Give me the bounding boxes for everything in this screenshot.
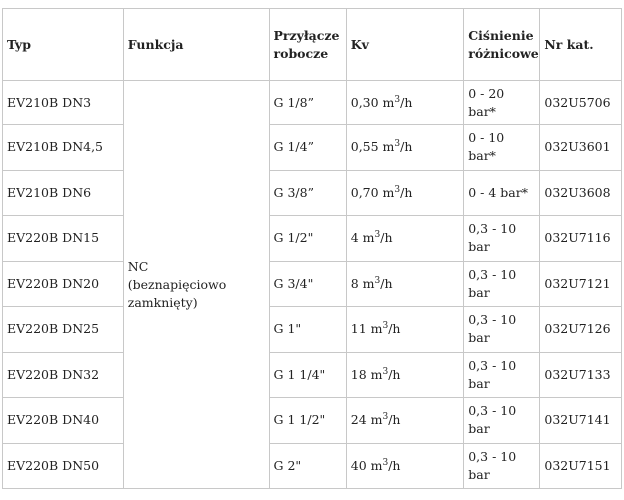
cell-cisnienie: 0,3 - 10 bar	[464, 216, 540, 262]
cell-typ: EV210B DN3	[3, 81, 124, 125]
table-row	[3, 398, 622, 444]
cell-nr-kat: 032U5706	[540, 81, 622, 125]
cell-przylacze: G 1/2"	[269, 216, 346, 262]
table-row	[3, 125, 622, 171]
cell-przylacze: G 1 1/2"	[269, 398, 346, 444]
cell-nr-kat: 032U7133	[540, 352, 622, 398]
cell-nr-kat: 032U3608	[540, 170, 622, 216]
cell-przylacze: G 2"	[269, 443, 346, 489]
header-cisnienie: Ciśnienie różnicowe	[464, 9, 540, 81]
cell-cisnienie: 0,3 - 10 bar	[464, 443, 540, 489]
table-row	[3, 307, 622, 353]
table-row	[3, 170, 622, 216]
cell-cisnienie: 0,3 - 10 bar	[464, 398, 540, 444]
cell-nr-kat: 032U7116	[540, 216, 622, 262]
table-row	[3, 261, 622, 307]
cell-nr-kat: 032U7121	[540, 261, 622, 307]
cell-typ: EV210B DN4,5	[3, 125, 124, 171]
table-row	[3, 443, 622, 489]
cell-przylacze: G 1/8”	[269, 81, 346, 125]
cell-nr-kat: 032U3601	[540, 125, 622, 171]
cell-typ: EV210B DN6	[3, 170, 124, 216]
header-row	[3, 9, 622, 81]
cell-przylacze: G 3/4"	[269, 261, 346, 307]
cell-nr-kat: 032U7141	[540, 398, 622, 444]
cell-kv: 0,55 $m^3/h$	[346, 125, 463, 171]
cell-kv: 24 $m^3/h$	[346, 398, 463, 444]
cell-kv: 4 $m^3/h$	[346, 216, 463, 262]
header-funkcja: Funkcja	[123, 9, 269, 81]
cell-cisnienie: 0,3 - 10 bar	[464, 261, 540, 307]
cell-kv: 40 $m^3/h$	[346, 443, 463, 489]
cell-cisnienie: 0 - 20 bar*	[464, 81, 540, 125]
cell-typ: EV220B DN40	[3, 398, 124, 444]
header-kv: Kv	[346, 9, 463, 81]
cell-przylacze: G 1 1/4"	[269, 352, 346, 398]
cell-kv: 8 $m^3/h$	[346, 261, 463, 307]
cell-typ: EV220B DN50	[3, 443, 124, 489]
cell-funkcja: NC (beznapięciowo zamknięty)	[123, 81, 269, 489]
cell-typ: EV220B DN20	[3, 261, 124, 307]
cell-przylacze: G 1"	[269, 307, 346, 353]
cell-przylacze: G 1/4”	[269, 125, 346, 171]
cell-kv: 11 $m^3/h$	[346, 307, 463, 353]
cell-cisnienie: 0,3 - 10 bar	[464, 352, 540, 398]
cell-nr-kat: 032U7151	[540, 443, 622, 489]
valve-spec-table	[2, 8, 622, 489]
cell-nr-kat: 032U7126	[540, 307, 622, 353]
cell-cisnienie: 0 - 10 bar*	[464, 125, 540, 171]
cell-typ: EV220B DN15	[3, 216, 124, 262]
header-nr-kat: Nr kat.	[540, 9, 622, 81]
cell-typ: EV220B DN25	[3, 307, 124, 353]
header-przylacze: Przyłącze robocze	[269, 9, 346, 81]
cell-cisnienie: 0,3 - 10 bar	[464, 307, 540, 353]
cell-kv: 0,30 $m^3/h$	[346, 81, 463, 125]
table-row	[3, 81, 622, 125]
cell-kv: 18 $m^3/h$	[346, 352, 463, 398]
cell-kv: 0,70 $m^3/h$	[346, 170, 463, 216]
cell-cisnienie: 0 - 4 bar*	[464, 170, 540, 216]
header-typ: Typ	[3, 9, 124, 81]
table-row	[3, 216, 622, 262]
cell-przylacze: G 3/8”	[269, 170, 346, 216]
cell-typ: EV220B DN32	[3, 352, 124, 398]
table-row	[3, 352, 622, 398]
